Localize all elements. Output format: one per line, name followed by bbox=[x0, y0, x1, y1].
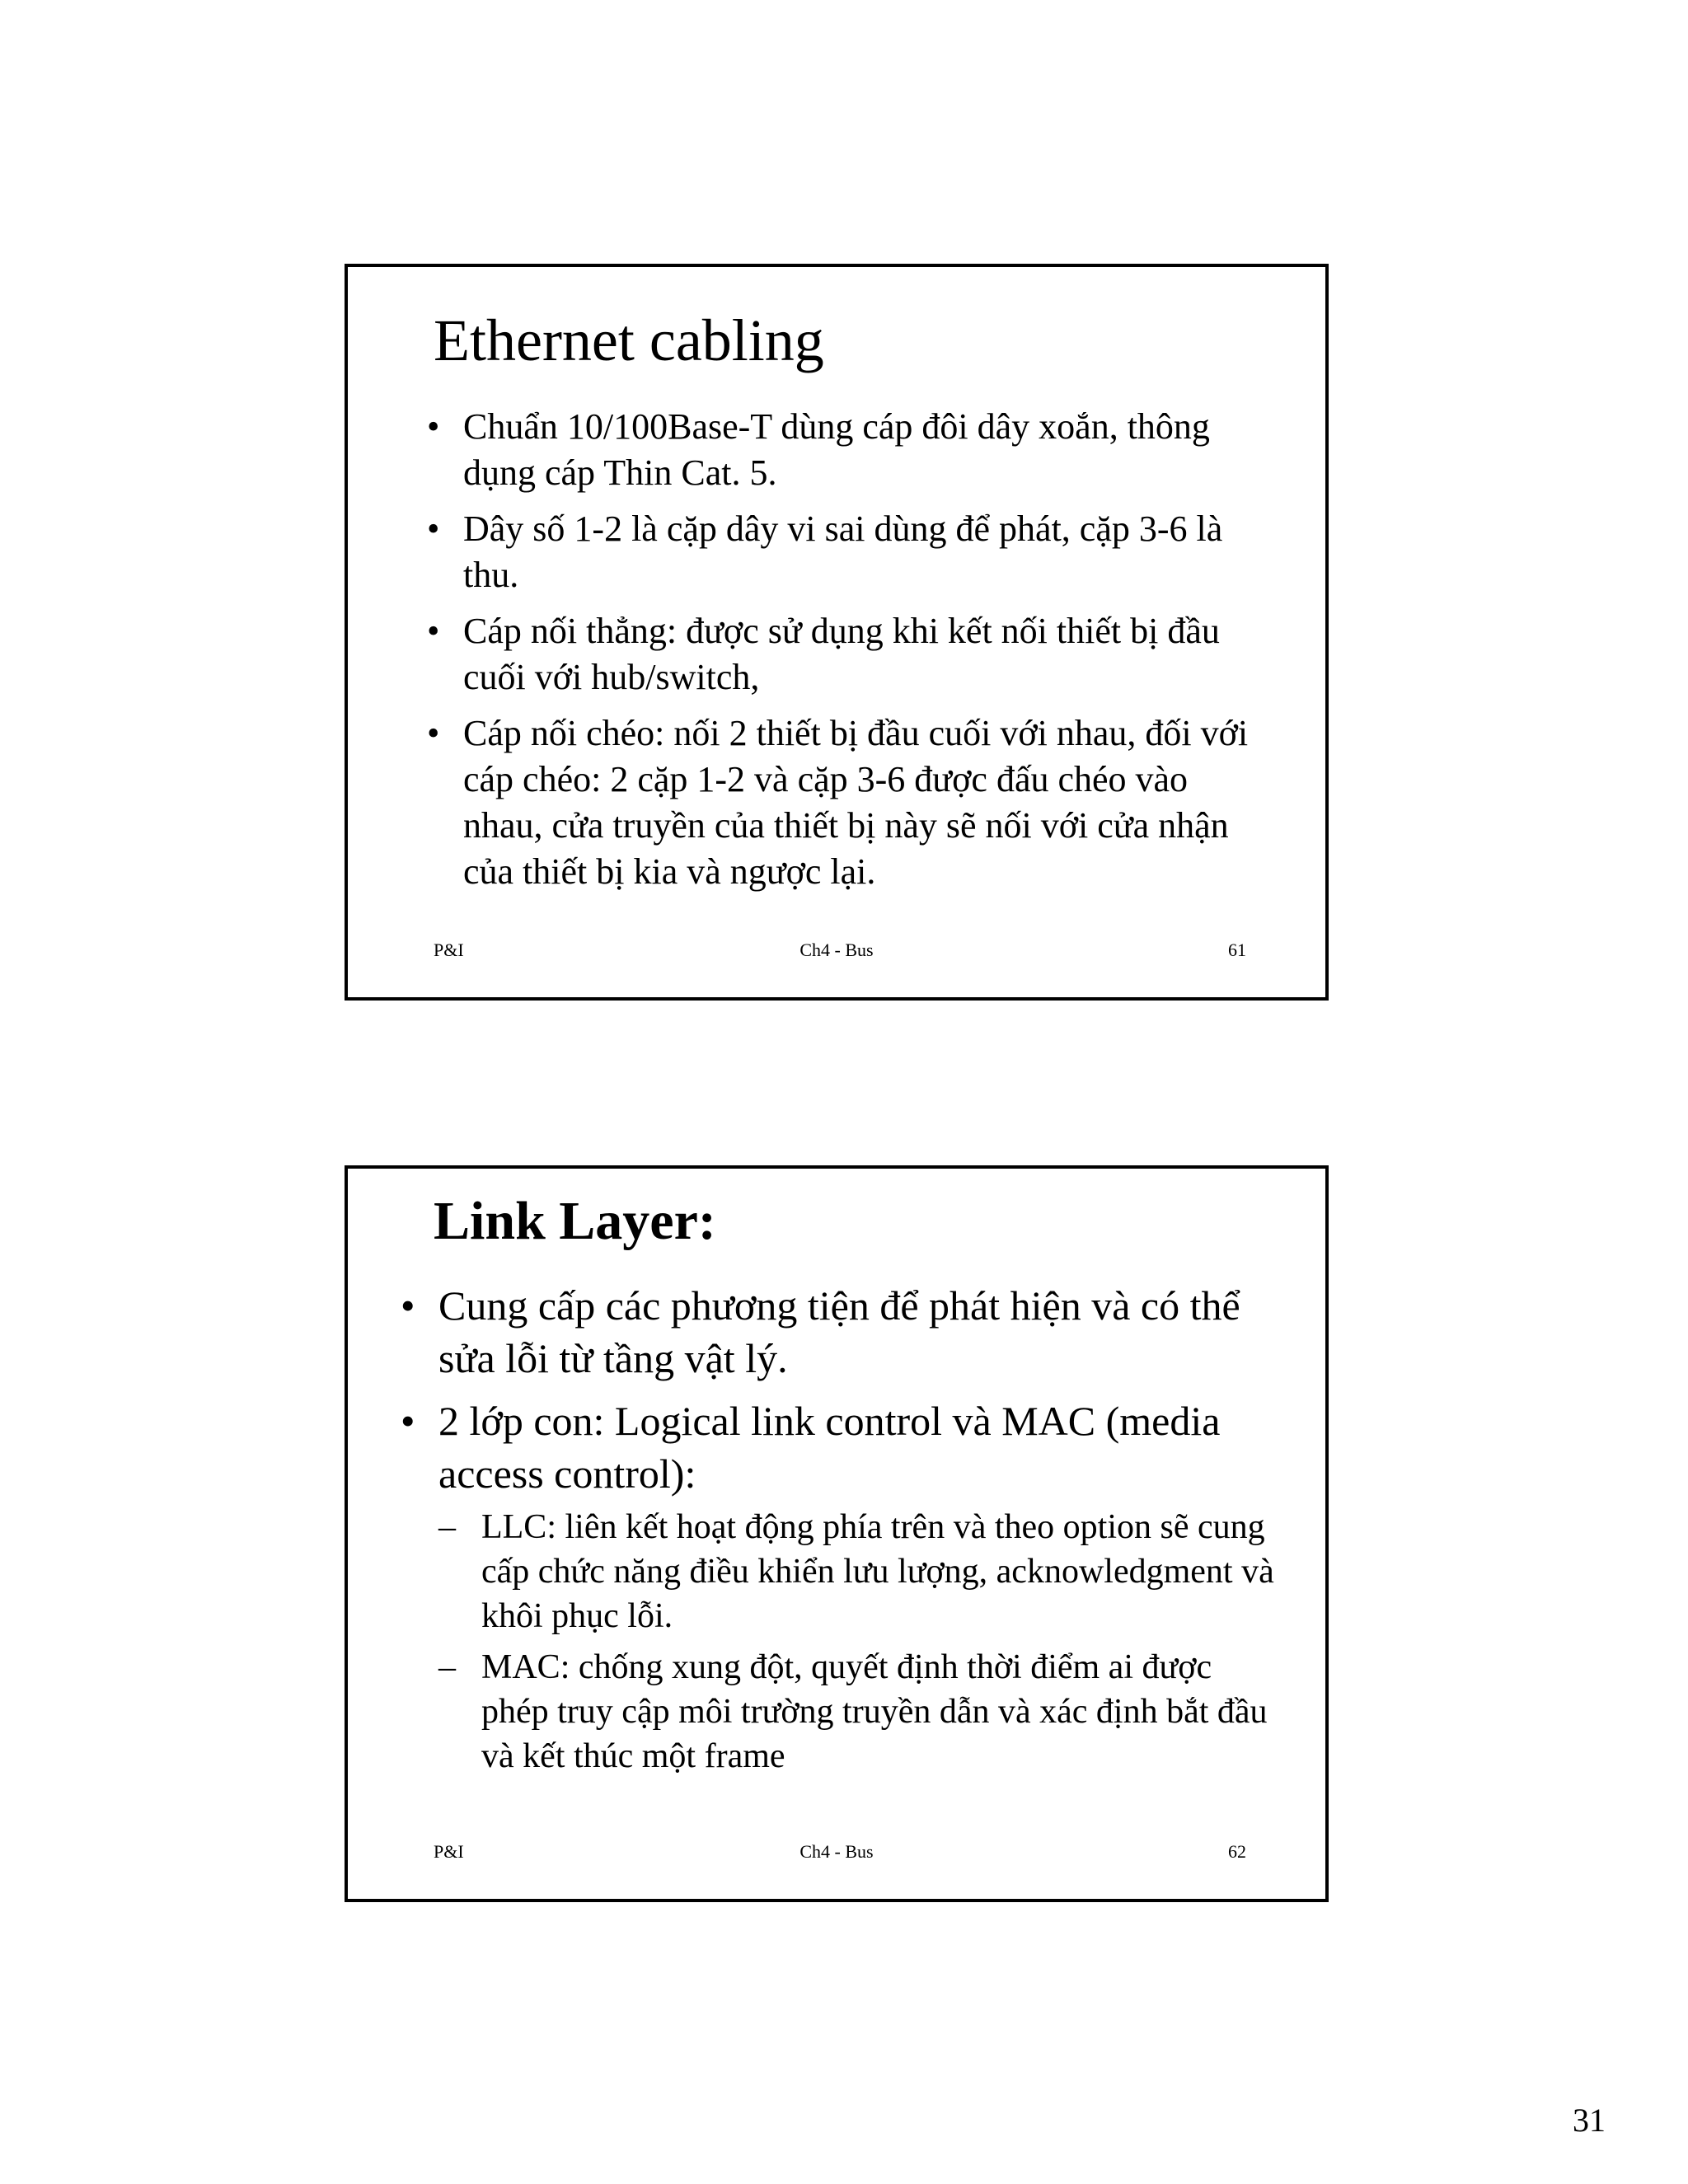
bullet-item bbox=[427, 404, 1251, 496]
bullet-text: Dây số 1-2 là cặp dây vi sai dùng để phát, cặp 3-6 là thu. bbox=[463, 509, 1223, 595]
bullet-list bbox=[427, 404, 1251, 905]
slide-title: Ethernet cabling bbox=[434, 307, 824, 373]
bullet-item bbox=[427, 710, 1251, 895]
sub-bullet-item bbox=[438, 1645, 1274, 1779]
bullet-text: Cung cấp các phương tiện để phát hiện và có thể sửa lỗi từ tầng vật lý. bbox=[438, 1282, 1240, 1381]
bullet-marker: • bbox=[427, 406, 440, 447]
sub-bullet-list bbox=[438, 1505, 1274, 1779]
slide-footer bbox=[348, 1841, 1325, 1866]
sub-bullet-item bbox=[438, 1505, 1274, 1638]
bullet-marker: • bbox=[427, 611, 440, 651]
sub-bullet-marker: – bbox=[438, 1508, 456, 1546]
footer-center: Ch4 - Bus bbox=[799, 940, 874, 960]
bullet-text: 2 lớp con: Logical link control và MAC (media access control): bbox=[438, 1398, 1221, 1497]
sub-bullet-text: MAC: chống xung đột, quyết định thời điểm ai được phép truy cập môi trường truyền dẫn và xác định bắt đầu và kết thúc một frame bbox=[481, 1648, 1268, 1775]
sub-bullet-text: LLC: liên kết hoạt động phía trên và theo option sẽ cung cấp chức năng điều khiển lưu lượng, acknowledgment và khôi phục lỗi. bbox=[481, 1508, 1274, 1635]
slide-title: Link Layer: bbox=[434, 1191, 716, 1251]
bullet-marker: • bbox=[427, 713, 440, 753]
footer-slide-number: 61 bbox=[1228, 940, 1246, 960]
footer-center: Ch4 - Bus bbox=[799, 1841, 874, 1862]
bullet-text: Cáp nối chéo: nối 2 thiết bị đầu cuối với nhau, đối với cáp chéo: 2 cặp 1-2 và cặp 3-6 được đấu chéo vào nhau, cửa truyền của thiết bị này sẽ nối với cửa nhận của thiết bị kia và ngược lại. bbox=[463, 713, 1249, 892]
bullet-item bbox=[427, 506, 1251, 598]
footer-left: P&I bbox=[434, 940, 464, 960]
slide-62 bbox=[345, 1165, 1329, 1902]
footer-left: P&I bbox=[434, 1841, 464, 1862]
sub-bullet-marker: – bbox=[438, 1648, 456, 1686]
bullet-item bbox=[401, 1394, 1274, 1779]
bullet-item bbox=[427, 608, 1251, 701]
slide-61 bbox=[345, 264, 1329, 1001]
bullet-list bbox=[401, 1279, 1274, 1788]
slide-footer bbox=[348, 940, 1325, 964]
bullet-text: Chuẩn 10/100Base-T dùng cáp đôi dây xoắn, thông dụng cáp Thin Cat. 5. bbox=[463, 406, 1210, 493]
bullet-marker: • bbox=[427, 509, 440, 549]
bullet-item bbox=[401, 1279, 1274, 1385]
bullet-marker: • bbox=[401, 1282, 415, 1329]
footer-slide-number: 62 bbox=[1228, 1841, 1246, 1862]
bullet-text: Cáp nối thẳng: được sử dụng khi kết nối thiết bị đầu cuối với hub/switch, bbox=[463, 611, 1220, 697]
bullet-marker: • bbox=[401, 1398, 415, 1444]
page-number: 31 bbox=[1573, 2102, 1606, 2139]
